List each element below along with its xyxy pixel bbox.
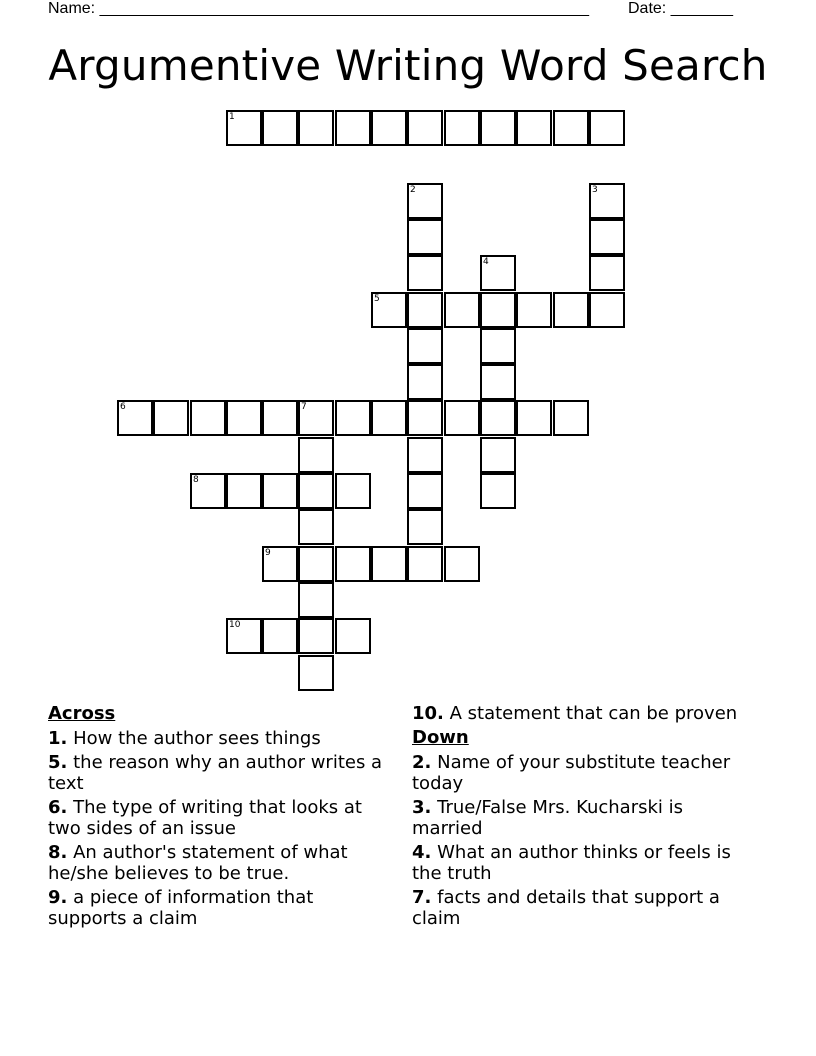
clue-text: The type of writing that looks at two sides of an issue: [48, 797, 362, 839]
crossword-cell[interactable]: [371, 546, 407, 582]
cell-number: 8: [193, 475, 199, 485]
crossword-cell[interactable]: [335, 618, 371, 654]
crossword-cell[interactable]: [407, 110, 443, 146]
crossword-cell[interactable]: [553, 110, 589, 146]
crossword-cell[interactable]: [298, 473, 334, 509]
name-field-label: Name: _______________________________________________________: [48, 0, 589, 17]
crossword-cell[interactable]: [553, 292, 589, 328]
crossword-cell[interactable]: [589, 255, 625, 291]
crossword-cell[interactable]: [480, 110, 516, 146]
clue-down-7: [412, 887, 752, 929]
clue-text: A statement that can be proven: [449, 703, 738, 724]
clue-text: An author's statement of what he/she believes to be true.: [48, 842, 348, 884]
crossword-cell[interactable]: [589, 292, 625, 328]
down-heading: Down: [412, 727, 469, 748]
clue-down-4: [412, 842, 752, 884]
crossword-cell[interactable]: [553, 400, 589, 436]
cell-number: 7: [301, 402, 307, 412]
clue-across-10: [412, 703, 752, 724]
clue-across-6: [48, 797, 383, 839]
crossword-cell[interactable]: [371, 292, 407, 328]
crossword-cell[interactable]: [480, 364, 516, 400]
clue-down-3: [412, 797, 752, 839]
crossword-cell[interactable]: [480, 437, 516, 473]
clue-number: 5.: [48, 752, 68, 773]
clue-number: 6.: [48, 797, 68, 818]
crossword-cell[interactable]: [262, 546, 298, 582]
crossword-cell[interactable]: [117, 400, 153, 436]
crossword-cell[interactable]: [262, 400, 298, 436]
crossword-cell[interactable]: [444, 546, 480, 582]
crossword-cell[interactable]: [190, 400, 226, 436]
clue-down-2: [412, 752, 752, 794]
crossword-cell[interactable]: [262, 618, 298, 654]
across-heading: Across: [48, 703, 116, 724]
cell-number: 9: [265, 548, 271, 558]
clue-number: 10.: [412, 703, 444, 724]
crossword-cell[interactable]: [226, 618, 262, 654]
clue-text: Name of your substitute teacher today: [412, 752, 731, 794]
crossword-cell[interactable]: [371, 110, 407, 146]
crossword-cell[interactable]: [335, 110, 371, 146]
crossword-cell[interactable]: [226, 400, 262, 436]
crossword-cell[interactable]: [480, 255, 516, 291]
crossword-cell[interactable]: [407, 473, 443, 509]
crossword-cell[interactable]: [589, 110, 625, 146]
crossword-cell[interactable]: [335, 400, 371, 436]
clue-number: 7.: [412, 887, 432, 908]
crossword-cell[interactable]: [298, 582, 334, 618]
crossword-cell[interactable]: [589, 219, 625, 255]
crossword-cell[interactable]: [407, 328, 443, 364]
crossword-cell[interactable]: [407, 292, 443, 328]
clue-number: 9.: [48, 887, 68, 908]
crossword-cell[interactable]: [298, 655, 334, 691]
crossword-cell[interactable]: [407, 219, 443, 255]
crossword-cell[interactable]: [480, 292, 516, 328]
clue-text: True/False Mrs. Kucharski is married: [412, 797, 684, 839]
crossword-cell[interactable]: [298, 618, 334, 654]
crossword-cell[interactable]: [480, 328, 516, 364]
clue-text: What an author thinks or feels is the truth: [412, 842, 731, 884]
clue-number: 4.: [412, 842, 432, 863]
crossword-cell[interactable]: [444, 400, 480, 436]
crossword-cell[interactable]: [298, 400, 334, 436]
clue-text: How the author sees things: [73, 728, 321, 749]
crossword-cell[interactable]: [480, 473, 516, 509]
clue-across-1: [48, 728, 383, 749]
crossword-cell[interactable]: [407, 183, 443, 219]
crossword-cell[interactable]: [516, 110, 552, 146]
crossword-cell[interactable]: [407, 437, 443, 473]
cell-number: 10: [229, 620, 241, 630]
clue-text: a piece of information that supports a claim: [48, 887, 314, 929]
cell-number: 3: [592, 185, 598, 195]
crossword-cell[interactable]: [407, 364, 443, 400]
crossword-cell[interactable]: [407, 400, 443, 436]
crossword-cell[interactable]: [190, 473, 226, 509]
crossword-cell[interactable]: [226, 473, 262, 509]
cell-number: 1: [229, 112, 235, 122]
crossword-cell[interactable]: [226, 110, 262, 146]
clue-across-8: [48, 842, 383, 884]
cell-number: 5: [374, 294, 380, 304]
cell-number: 6: [120, 402, 126, 412]
crossword-cell[interactable]: [335, 546, 371, 582]
crossword-cell[interactable]: [516, 292, 552, 328]
page-title: Argumentive Writing Word Search: [48, 41, 768, 90]
cell-number: 2: [410, 185, 416, 195]
clue-number: 3.: [412, 797, 432, 818]
crossword-cell[interactable]: [298, 546, 334, 582]
clues-left-column: [48, 703, 383, 932]
clue-across-9: [48, 887, 383, 929]
crossword-cell[interactable]: [262, 110, 298, 146]
clue-number: 2.: [412, 752, 432, 773]
date-field-label: Date: _______: [628, 0, 733, 17]
clue-number: 1.: [48, 728, 68, 749]
crossword-cell[interactable]: [516, 400, 552, 436]
crossword-cell[interactable]: [407, 255, 443, 291]
clue-text: facts and details that support a claim: [412, 887, 720, 929]
crossword-cell[interactable]: [444, 110, 480, 146]
crossword-cell[interactable]: [298, 437, 334, 473]
crossword-cell[interactable]: [153, 400, 189, 436]
crossword-cell[interactable]: [298, 509, 334, 545]
crossword-cell[interactable]: [407, 546, 443, 582]
clue-across-5: [48, 752, 383, 794]
crossword-cell[interactable]: [335, 473, 371, 509]
crossword-cell[interactable]: [589, 183, 625, 219]
crossword-cell[interactable]: [298, 110, 334, 146]
crossword-cell[interactable]: [444, 292, 480, 328]
clues-right-column: [412, 703, 752, 932]
clue-text: the reason why an author writes a text: [48, 752, 383, 794]
clue-number: 8.: [48, 842, 68, 863]
crossword-cell[interactable]: [480, 400, 516, 436]
crossword-cell[interactable]: [371, 400, 407, 436]
crossword-cell[interactable]: [262, 473, 298, 509]
crossword-cell[interactable]: [407, 509, 443, 545]
cell-number: 4: [483, 257, 489, 267]
